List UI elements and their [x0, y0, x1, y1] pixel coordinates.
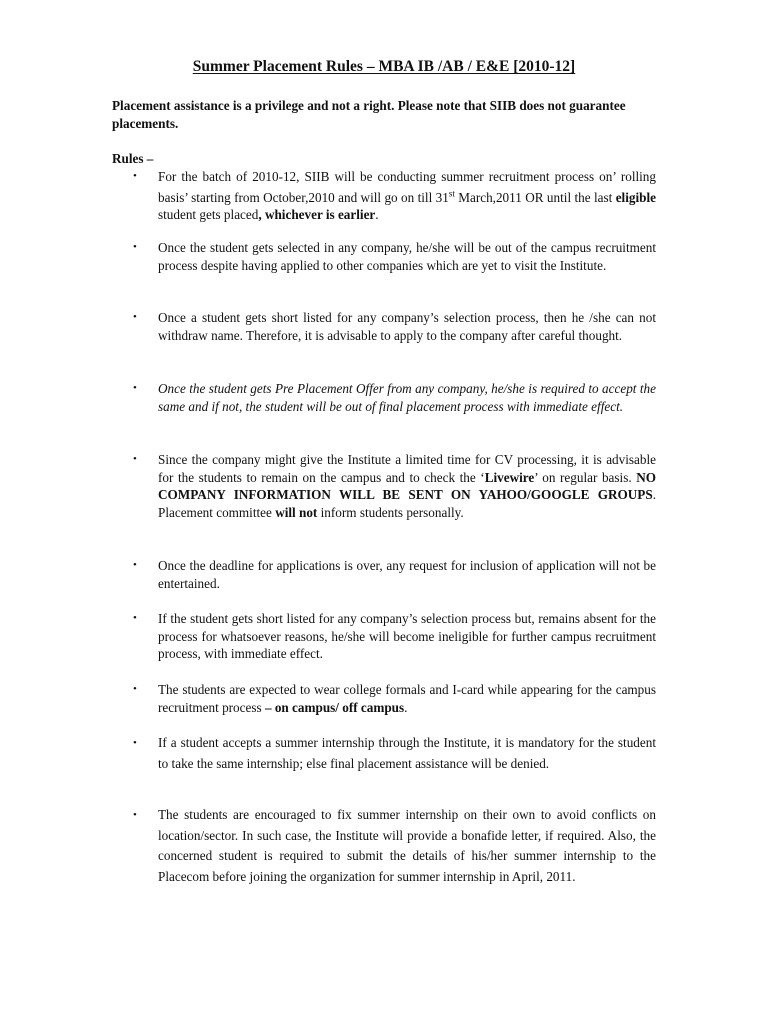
emphasis: eligible [615, 189, 656, 205]
emphasis: , whichever is earlier [258, 207, 376, 223]
intro-notice: Placement assistance is a privilege and not a right. Please note that SIIB does not guarantee placements. [112, 98, 626, 131]
bullet-icon: • [133, 241, 137, 253]
rule-item [133, 805, 656, 887]
rule-item [133, 239, 656, 274]
rule-text-segment: For the batch of 2010-12, SIIB will be conducting summer recruitment process on’ rolling basis’ starting from October,2010 and will go on till 31 [158, 169, 656, 205]
bullet-icon: • [133, 737, 137, 749]
rule-text [158, 452, 656, 520]
emphasis: NO COMPANY INFORMATION WILL BE SENT ON YAHOO/GOOGLE GROUPS [158, 469, 656, 502]
rule-text: If the student gets short listed for any company’s selection process but, remains absent for the process for whatsoever reasons, he/she will become ineligible for further campus recruitment process, with immediate effect. [158, 611, 656, 661]
bullet-icon: • [133, 311, 137, 323]
rule-text: Once the student gets selected in any company, he/she will be out of the campus recruitment process despite having applied to other companies which are yet to visit the Institute. [158, 240, 656, 273]
bullet-icon: • [133, 559, 137, 571]
rule-text-segment: . [404, 699, 408, 715]
bullet-icon: • [133, 170, 137, 182]
rule-text-segment: . [375, 207, 379, 223]
superscript: st [448, 188, 455, 199]
page-title: Summer Placement Rules – MBA IB /AB / E&E [2010-12] [192, 58, 576, 75]
rules-heading: Rules – [112, 151, 154, 166]
rule-text: The students are encouraged to fix summer internship on their own to avoid conflicts on location/sector. In such case, the Institute will provide a bonafide letter, if required. Also, the concerned student is required to submit the details of his/her summer internship to the Placecom before joining the organization for summer internship in April, 2011. [158, 807, 656, 884]
emphasis: will not [275, 504, 318, 520]
rule-text: If a student accepts a summer internship through the Institute, it is mandatory for the student to take the same internship; else final placement assistance will be denied. [158, 735, 656, 771]
rule-text: Once the deadline for applications is over, any request for inclusion of application will not be entertained. [158, 558, 656, 591]
rule-item [133, 309, 656, 344]
rule-text-segment: inform students personally. [317, 504, 464, 520]
bullet-icon: • [133, 683, 137, 695]
rule-text-segment: . Placement committee [158, 487, 656, 520]
emphasis: Livewire [484, 469, 535, 485]
rule-item [133, 733, 656, 774]
rule-item [133, 610, 656, 663]
rule-text: Once a student gets short listed for any company’s selection process, then he /she can not withdraw name. Therefore, it is advisable to apply to the company after careful thought. [158, 310, 656, 343]
bullet-icon: • [133, 382, 137, 394]
rule-item [133, 168, 656, 224]
rule-item [133, 451, 656, 521]
bullet-icon: • [133, 612, 137, 624]
rule-text-segment: Since the company might give the Institute a limited time for CV processing, it is advisable for the students to remain on the campus and to check the ‘ [158, 452, 656, 485]
rule-text: Once the student gets Pre Placement Offer from any company, he/she is required to accept the same and if not, the student will be out of final placement process with immediate effect. [158, 381, 656, 414]
bullet-icon: • [133, 809, 137, 821]
rule-text [158, 682, 656, 715]
bullet-icon: • [133, 453, 137, 465]
rule-text-segment: March,2011 OR until the last [454, 189, 616, 205]
rule-text-segment: The students are expected to wear college formals and I-card while appearing for the campus recruitment process [158, 682, 656, 715]
rule-text-segment: ’ on regular basis. [534, 469, 637, 485]
rule-item [133, 557, 656, 592]
rule-text-segment: student gets placed [158, 207, 259, 223]
rule-text [158, 169, 656, 222]
rule-item [133, 681, 656, 716]
emphasis: – on campus/ off campus [264, 699, 405, 715]
rule-item [133, 380, 656, 415]
